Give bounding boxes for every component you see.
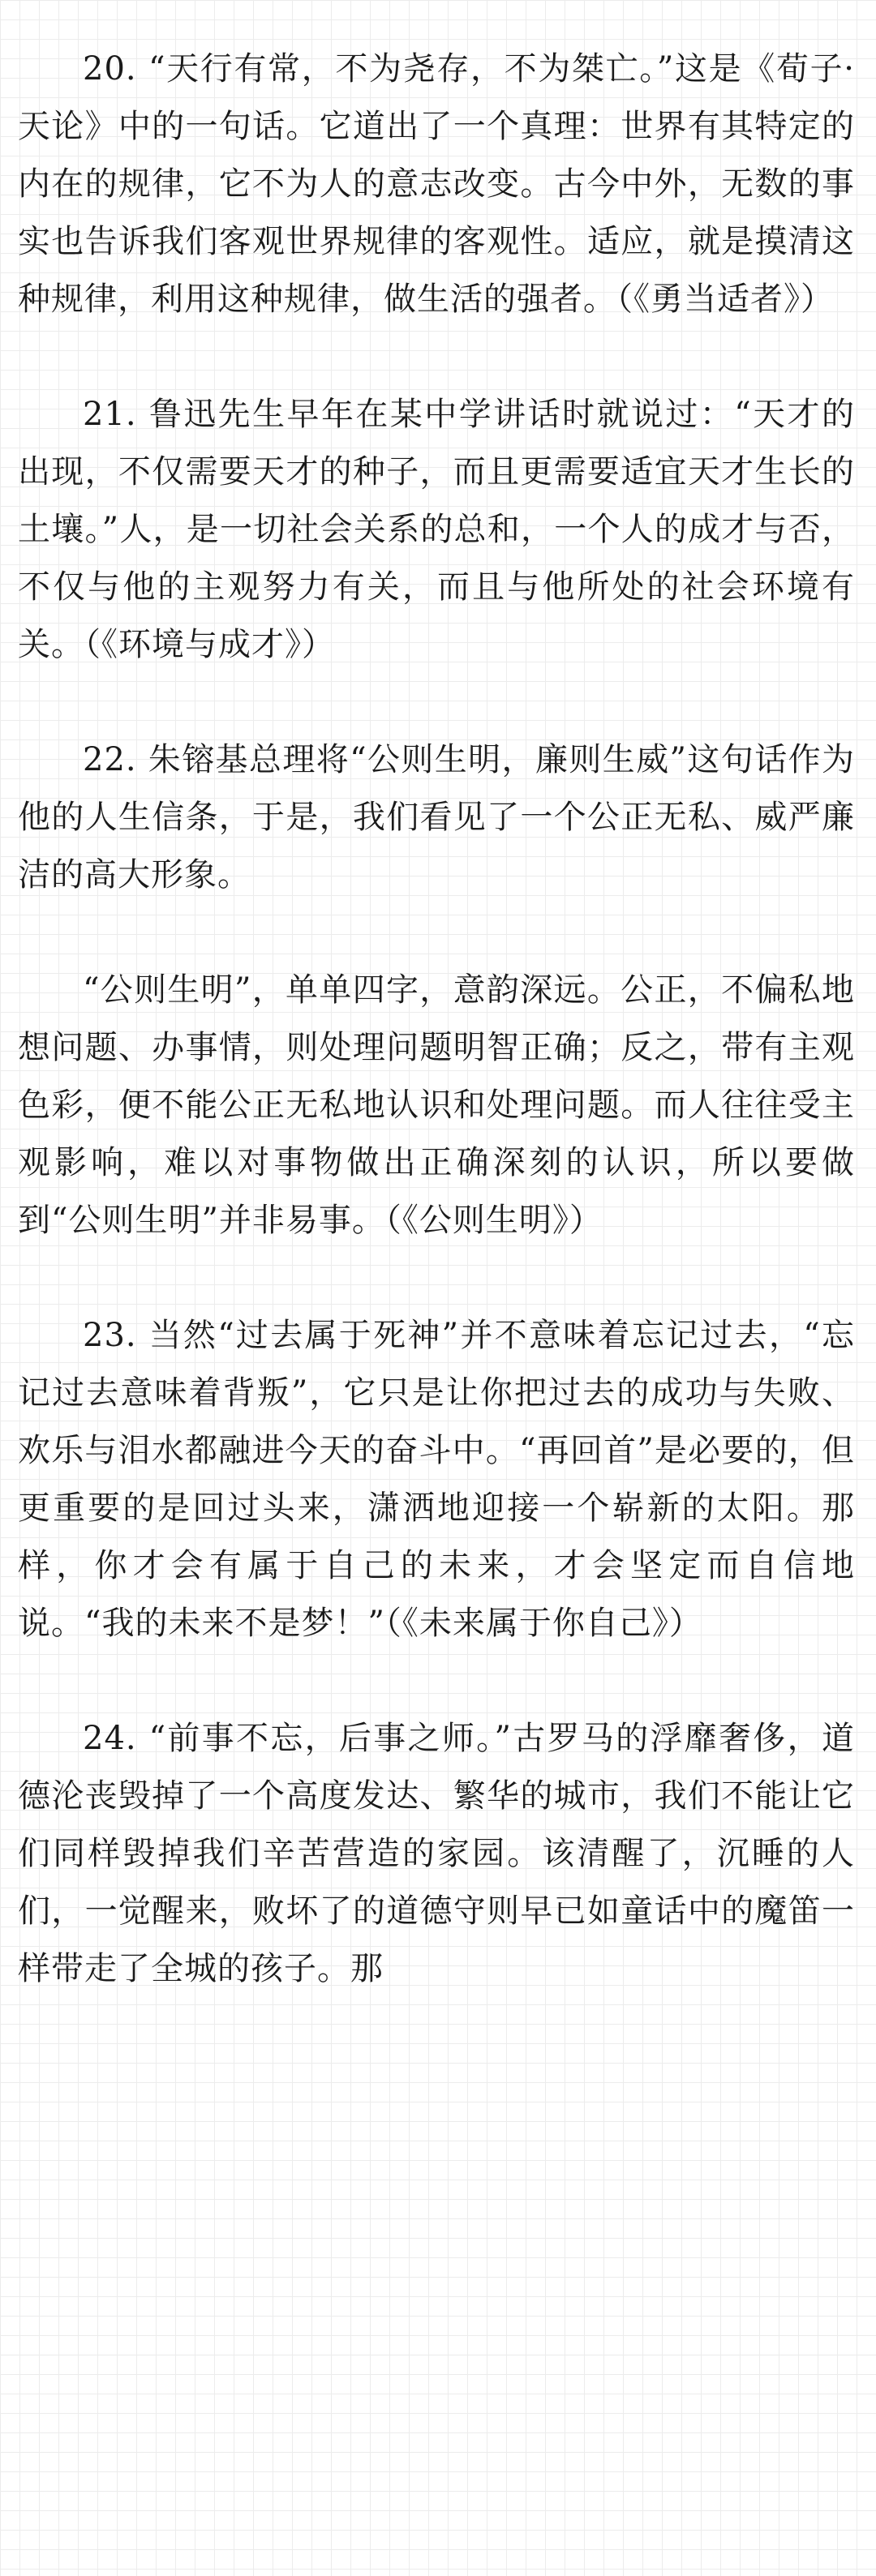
paragraph-21 — [18, 386, 855, 674]
paragraph-23 — [18, 1307, 855, 1652]
paragraph-24 — [18, 1710, 855, 1998]
source-title: （《勇当适者》） — [616, 281, 834, 318]
paragraph-text: 23. 当然“过去属于死神”并不意味着忘记过去，“忘记过去意味着背叛”，它只是让你把过去的成功与失败、欢乐与泪水都融进今天的奋斗中。“再回首”是必要的，但更重要的是回过头来，潇洒地迎接一个崭新的太阳。那样，你才会有属于自己的未来，才会坚定而自信地说。“我的未来不是梦！” — [18, 1317, 855, 1642]
paragraph-22 — [18, 731, 855, 904]
source-title: （《未来属于你自己》） — [384, 1605, 702, 1642]
source-title: （《公则生明》） — [384, 1202, 603, 1239]
paragraph-text: “公则生明”，单单四字，意韵深远。公正，不偏私地想问题、办事情，则处理问题明智正确；反之，带有主观色彩，便不能公正无私地认识和处理问题。而人往往受主观影响，难以对事物做出正确深刻的认识，所以要做到“公则生明”并非易事。 — [18, 971, 855, 1239]
paragraph-text: 21. 鲁迅先生早年在某中学讲话时就说过：“天才的出现，不仅需要天才的种子，而且更需要适宜天才生长的土壤。”人，是一切社会关系的总和，一个人的成才与否，不仅与他的主观努力有关，而且与他所处的社会环境有关。 — [18, 396, 855, 663]
paragraph-text: 24. “前事不忘，后事之师。”古罗马的浮靡奢侈，道德沦丧毁掉了一个高度发达、繁华的城市，我们不能让它们同样毁掉我们辛苦营造的家园。该清醒了，沉睡的人们，一觉醒来，败坏了的道德守则早已如童话中的魔笛一样带走了全城的孩子。那 — [18, 1720, 855, 1987]
paragraph-20 — [18, 41, 855, 328]
paragraph-text: 22. 朱镕基总理将“公则生明，廉则生威”这句话作为他的人生信条，于是，我们看见了一个公正无私、威严廉洁的高大形象。 — [18, 741, 855, 894]
source-title: （《环境与成才》） — [84, 626, 335, 663]
paragraph-22-continued — [18, 962, 855, 1249]
paragraph-text: 20. “天行有常，不为尧存，不为桀亡。”这是《荀子·天论》中的一句话。它道出了一个真理：世界有其特定的内在的规律，它不为人的意志改变。古今中外，无数的事实也告诉我们客观世界规律的客观性。适应，就是摸清这种规律，利用这种规律，做生活的强者。 — [18, 50, 855, 318]
